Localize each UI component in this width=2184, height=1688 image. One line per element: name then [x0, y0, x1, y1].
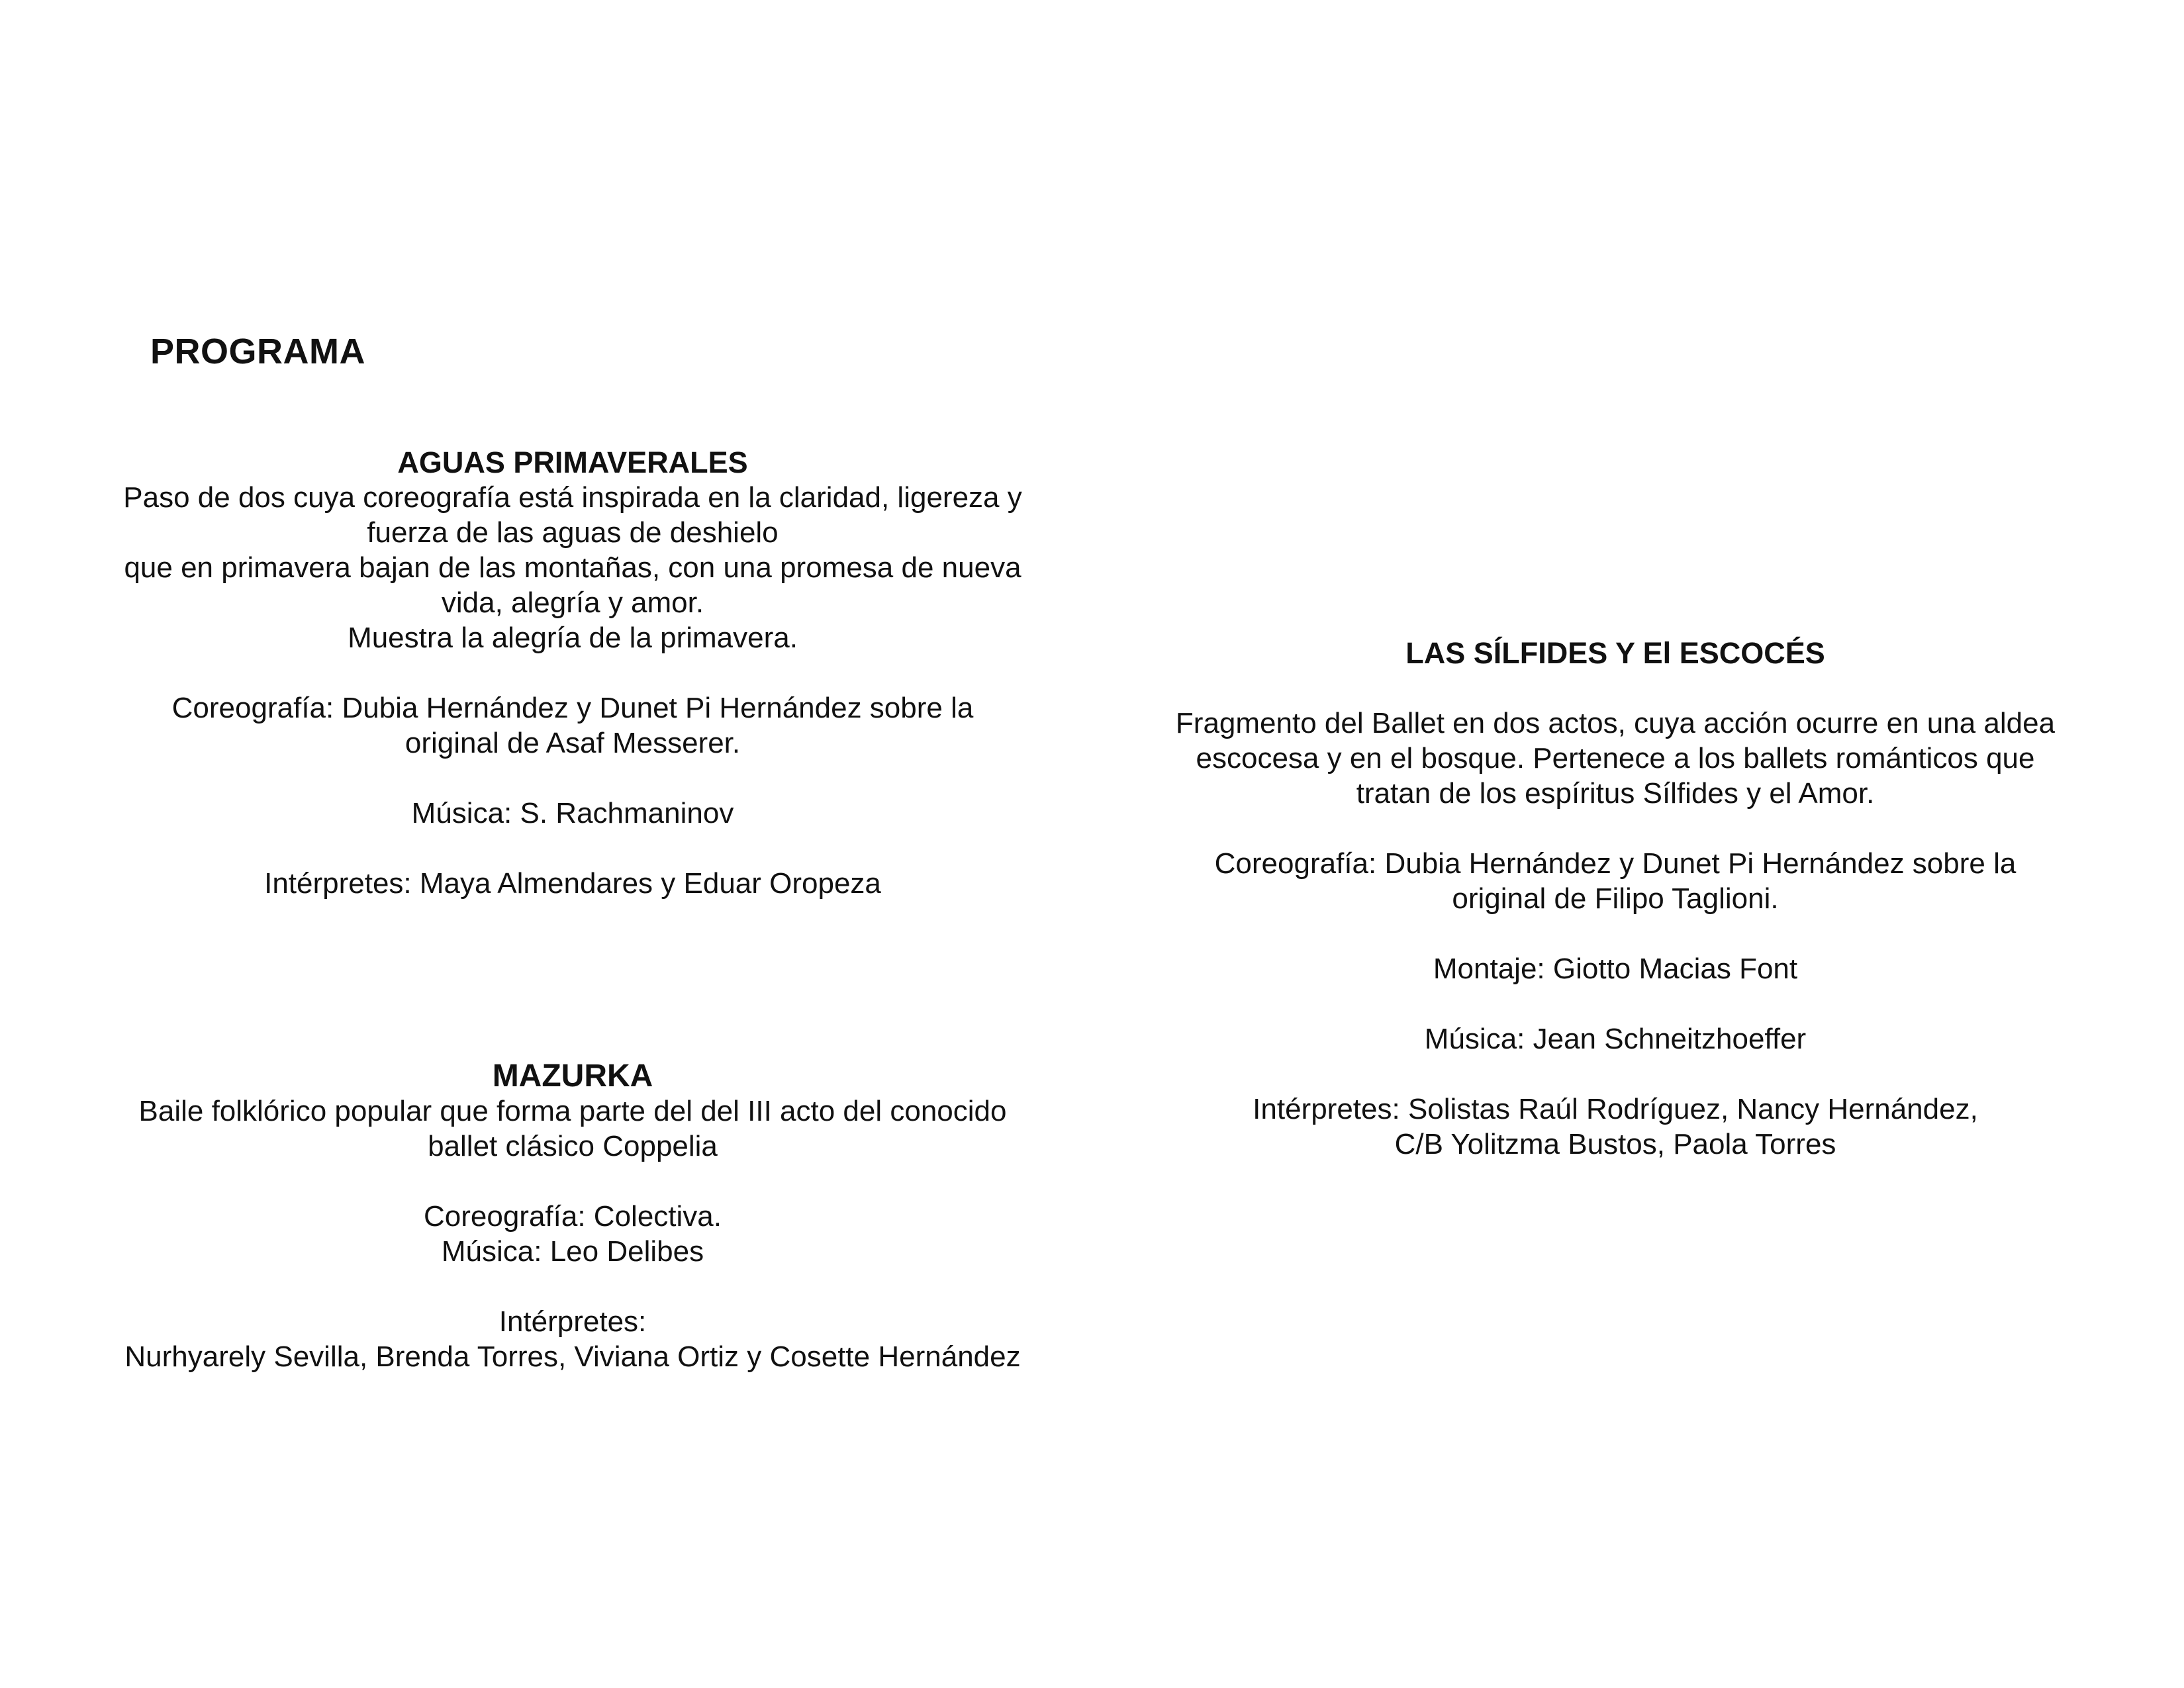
staging-credit: Montaje: Giotto Macias Font	[1433, 953, 1798, 985]
description-line: tratan de los espíritus Sílfides y el Amor.	[1356, 777, 1875, 810]
description-line: que en primavera bajan de las montañas, con una promesa de nueva	[124, 551, 1021, 584]
description-line: Baile folklórico popular que forma parte del del III acto del conocido	[138, 1095, 1007, 1127]
choreography-line: original de Asaf Messerer.	[404, 727, 741, 759]
choreography-line: Coreografía: Dubia Hernández y Dunet Pi Hernández sobre la	[171, 692, 974, 724]
choreography-line: original de Filipo Taglioni.	[1452, 882, 1779, 915]
performers-line: Intérpretes: Solistas Raúl Rodríguez, Nancy Hernández,	[1253, 1093, 1978, 1125]
section-aguas-primaverales	[86, 445, 1059, 901]
description-line: ballet clásico Coppelia	[428, 1130, 718, 1162]
performers-credit: Intérpretes: Maya Almendares y Eduar Oropeza	[264, 867, 881, 900]
section-title: LAS SÍLFIDES Y El ESCOCÉS	[1405, 636, 1825, 670]
performers-credit: Nurhyarely Sevilla, Brenda Torres, Viviana Ortiz y Cosette Hernández	[124, 1340, 1021, 1373]
description-line: Fragmento del Ballet en dos actos, cuya acción ocurre en una aldea	[1175, 707, 2056, 739]
description-line: Paso de dos cuya coreografía está inspirada en la claridad, ligereza y	[123, 481, 1022, 514]
performers-label: Intérpretes:	[499, 1305, 647, 1338]
choreography-line: Coreografía: Dubia Hernández y Dunet Pi Hernández sobre la	[1214, 847, 2017, 880]
section-mazurka	[86, 1058, 1059, 1374]
music-credit: Música: Jean Schneitzhoeffer	[1424, 1023, 1807, 1055]
description-line: fuerza de las aguas de deshielo	[367, 516, 779, 549]
music-credit: Música: S. Rachmaninov	[411, 797, 734, 829]
description-line: escocesa y en el bosque. Pertenece a los ballets románticos que	[1196, 742, 2035, 774]
performers-line: C/B Yolitzma Bustos, Paola Torres	[1394, 1128, 1836, 1160]
section-title: AGUAS PRIMAVERALES	[397, 445, 748, 479]
description-line: Muestra la alegría de la primavera.	[348, 622, 798, 654]
choreography-credit: Coreografía: Colectiva.	[424, 1200, 722, 1233]
section-title: MAZURKA	[492, 1058, 653, 1094]
description-line: vida, alegría y amor.	[441, 586, 704, 619]
section-las-silfides	[1125, 635, 2105, 1162]
page-title: PROGRAMA	[150, 332, 365, 371]
music-credit: Música: Leo Delibes	[441, 1235, 704, 1268]
